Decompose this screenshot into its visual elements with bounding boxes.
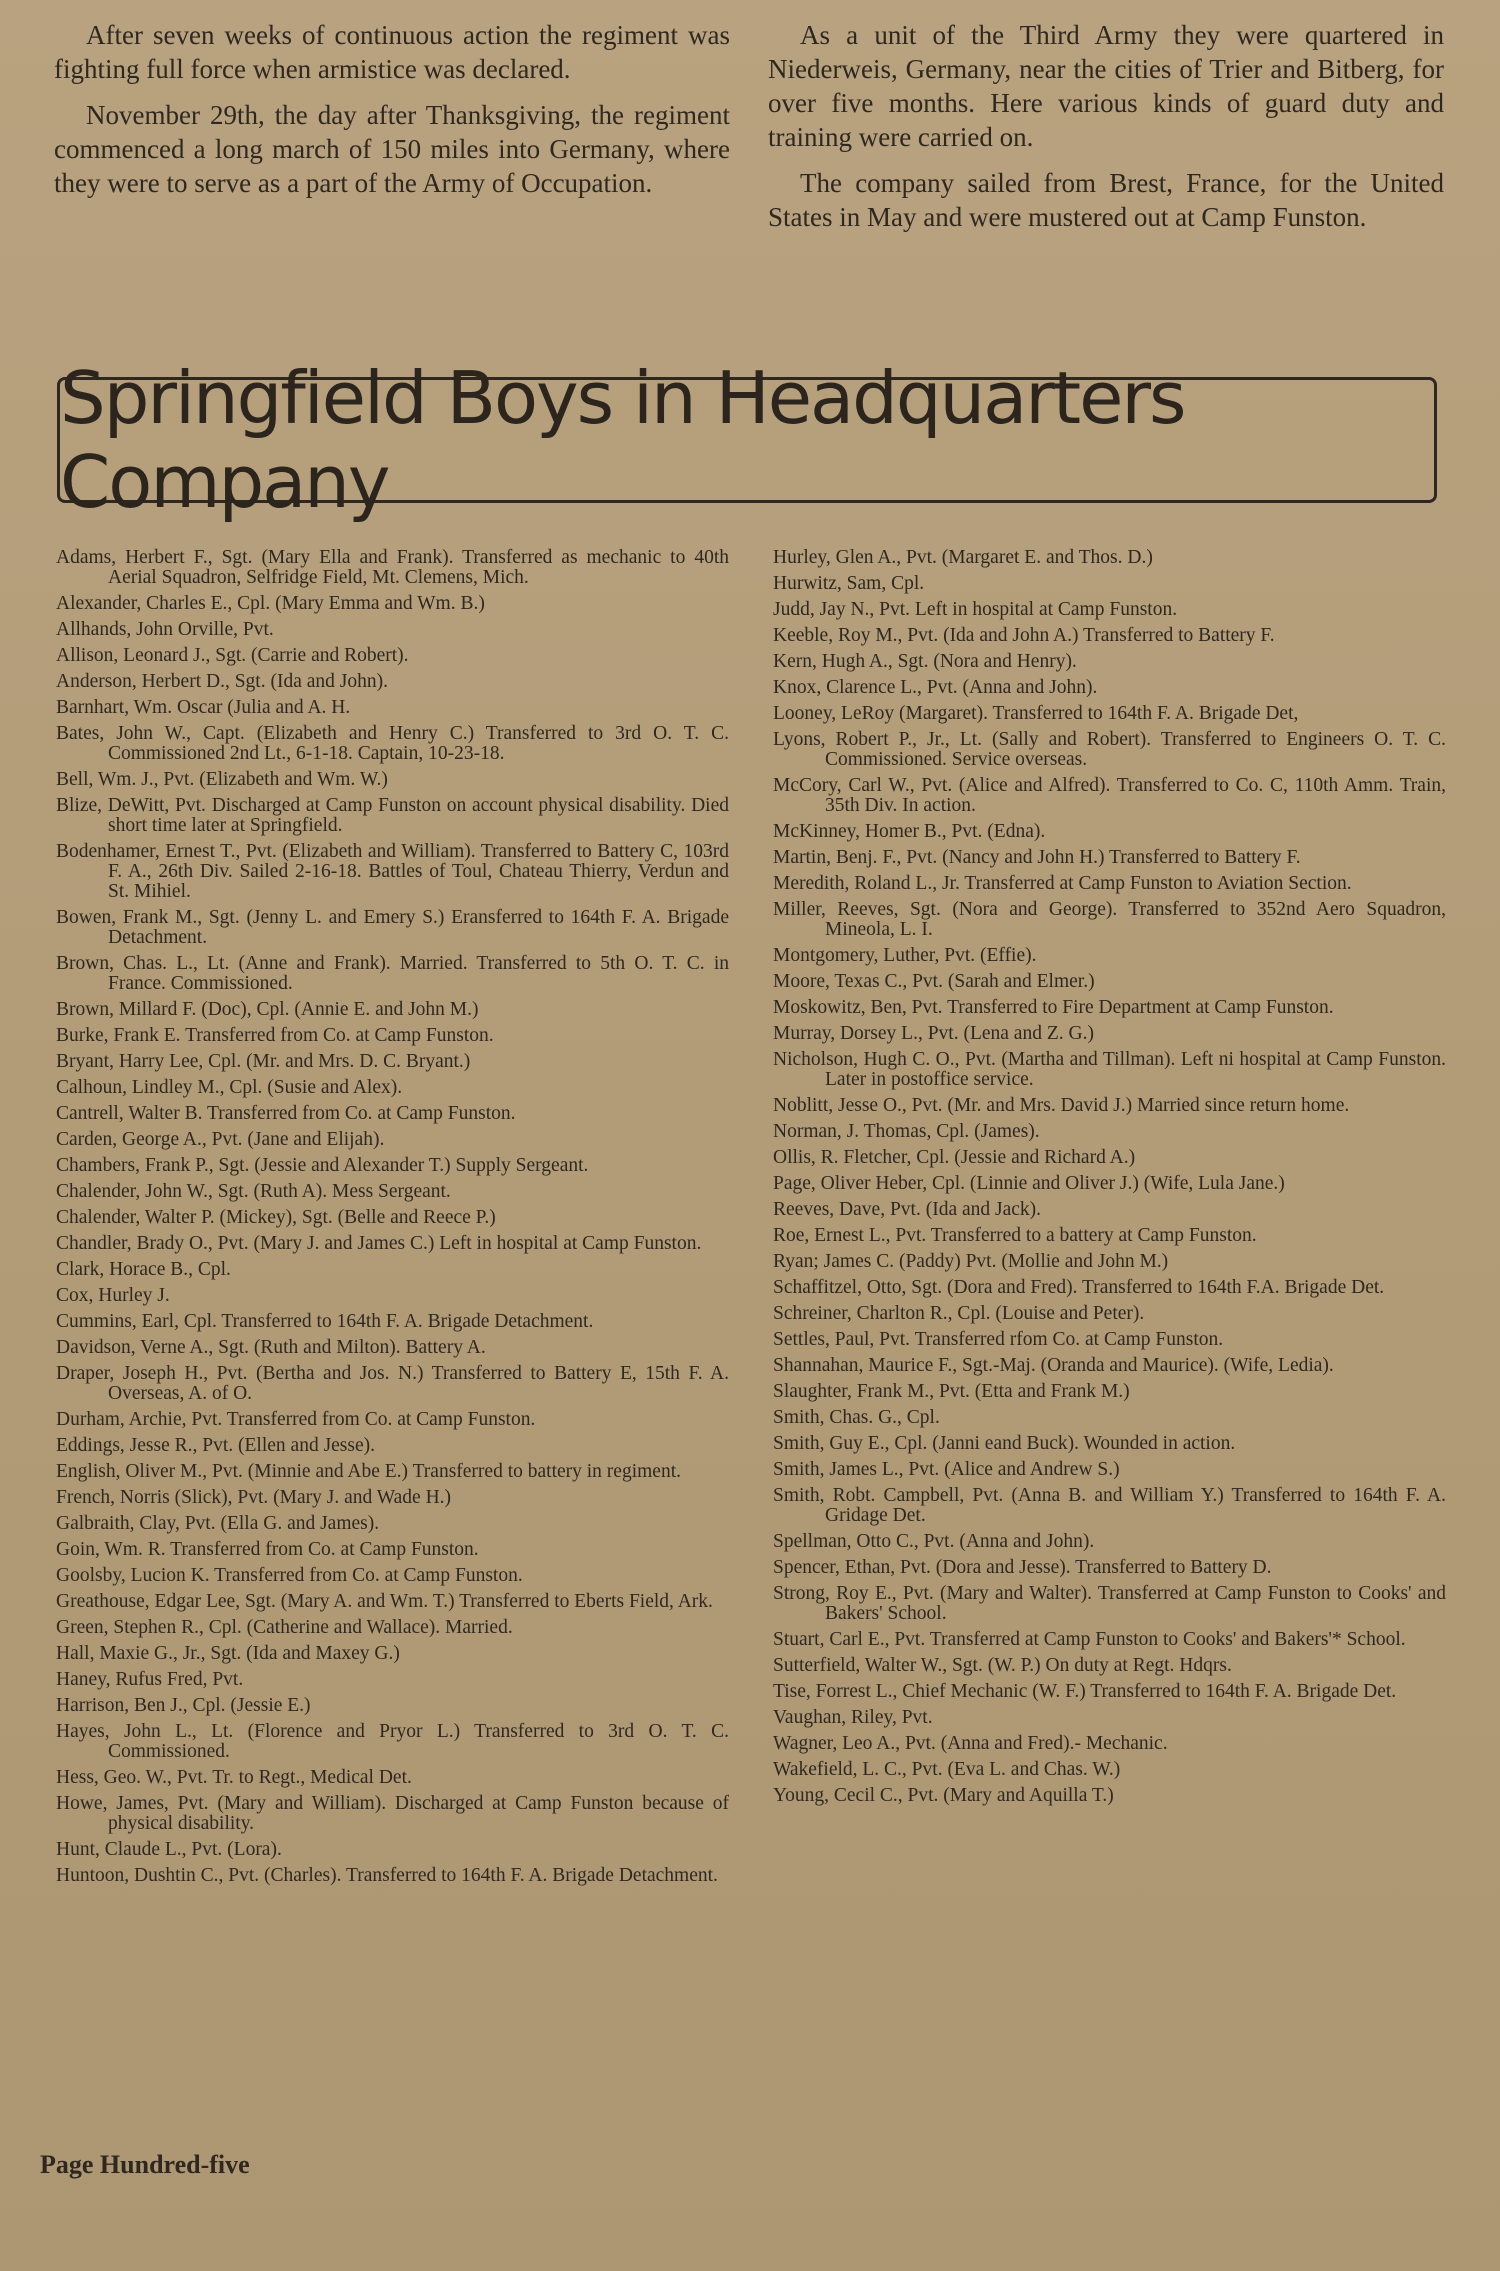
roster [56, 548, 1446, 1892]
roster-entry: Haney, Rufus Fred, Pvt. [56, 1669, 244, 1690]
roster-entry: Green, Stephen R., Cpl. (Catherine and Wallace). Married. [56, 1617, 513, 1638]
roster-entry: Durham, Archie, Pvt. Transferred from Co. at Camp Funston. [56, 1409, 536, 1430]
roster-entry: Smith, Robt. Campbell, Pvt. (Anna B. and William Y.) Transferred to 164th F. A. Gridage Det. [773, 1485, 1446, 1526]
roster-entry: Chalender, John W., Sgt. (Ruth A). Mess Sergeant. [56, 1181, 451, 1202]
roster-entry: Cantrell, Walter B. Transferred from Co. at Camp Funston. [56, 1103, 516, 1124]
roster-entry: Vaughan, Riley, Pvt. [773, 1707, 933, 1728]
roster-entry: Roe, Ernest L., Pvt. Transferred to a battery at Camp Funston. [773, 1225, 1257, 1246]
roster-entry: Barnhart, Wm. Oscar (Julia and A. H. [56, 697, 351, 718]
roster-entry: Schaffitzel, Otto, Sgt. (Dora and Fred). Transferred to 164th F.A. Brigade Det. [773, 1277, 1385, 1298]
roster-entry: Spencer, Ethan, Pvt. (Dora and Jesse). Transferred to Battery D. [773, 1557, 1272, 1578]
roster-entry: Strong, Roy E., Pvt. (Mary and Walter). Transferred at Camp Funston to Cooks' and Bakers' School. [773, 1583, 1446, 1624]
roster-entry: Smith, Guy E., Cpl. (Janni eand Buck). Wounded in action. [773, 1433, 1236, 1454]
intro-paragraph: The company sailed from Brest, France, for the United States in May and were mustered out at Camp Funston. [768, 168, 1444, 232]
roster-right-column [773, 548, 1446, 1892]
roster-entry: Allison, Leonard J., Sgt. (Carrie and Robert). [56, 645, 409, 666]
roster-entry: Tise, Forrest L., Chief Mechanic (W. F.) Transferred to 164th F. A. Brigade Det. [773, 1681, 1397, 1702]
roster-entry: Alexander, Charles E., Cpl. (Mary Emma and Wm. B.) [56, 593, 485, 614]
roster-entry: Stuart, Carl E., Pvt. Transferred at Camp Funston to Cooks' and Bakers'* School. [773, 1629, 1406, 1650]
roster-entry: Ollis, R. Fletcher, Cpl. (Jessie and Richard A.) [773, 1147, 1136, 1168]
intro-right-column [768, 18, 1444, 246]
roster-entry: Anderson, Herbert D., Sgt. (Ida and John). [56, 671, 388, 692]
intro-paragraph: November 29th, the day after Thanksgiving, the regiment commenced a long march of 150 miles into Germany, where they were to serve as a part of the Army of Occupation. [54, 100, 730, 198]
roster-entry: Meredith, Roland L., Jr. Transferred at Camp Funston to Aviation Section. [773, 873, 1352, 894]
roster-entry: Draper, Joseph H., Pvt. (Bertha and Jos. N.) Transferred to Battery E, 15th F. A. Overseas, A. of O. [56, 1363, 729, 1404]
roster-entry: Keeble, Roy M., Pvt. (Ida and John A.) Transferred to Battery F. [773, 625, 1275, 646]
roster-entry: Kern, Hugh A., Sgt. (Nora and Henry). [773, 651, 1077, 672]
roster-entry: Spellman, Otto C., Pvt. (Anna and John). [773, 1531, 1095, 1552]
roster-entry: Greathouse, Edgar Lee, Sgt. (Mary A. and Wm. T.) Transferred to Eberts Field, Ark. [56, 1591, 713, 1612]
page-number: Page Hundred-five [40, 2150, 250, 2179]
roster-entry: Goin, Wm. R. Transferred from Co. at Camp Funston. [56, 1539, 479, 1560]
roster-entry: Goolsby, Lucion K. Transferred from Co. at Camp Funston. [56, 1565, 523, 1586]
roster-entry: Schreiner, Charlton R., Cpl. (Louise and Peter). [773, 1303, 1145, 1324]
roster-entry: Wakefield, L. C., Pvt. (Eva L. and Chas. W.) [773, 1759, 1121, 1780]
roster-entry: Montgomery, Luther, Pvt. (Effie). [773, 945, 1037, 966]
roster-entry: McCory, Carl W., Pvt. (Alice and Alfred). Transferred to Co. C, 110th Amm. Train, 35th Div. In action. [773, 775, 1446, 816]
roster-entry: French, Norris (Slick), Pvt. (Mary J. and Wade H.) [56, 1487, 452, 1508]
roster-entry: Chambers, Frank P., Sgt. (Jessie and Alexander T.) Supply Sergeant. [56, 1155, 589, 1176]
intro-paragraph: After seven weeks of continuous action the regiment was fighting full force when armistice was declared. [54, 20, 730, 84]
roster-entry: Knox, Clarence L., Pvt. (Anna and John). [773, 677, 1098, 698]
roster-left-column [56, 548, 729, 1892]
roster-entry: Slaughter, Frank M., Pvt. (Etta and Frank M.) [773, 1381, 1130, 1402]
roster-entry: English, Oliver M., Pvt. (Minnie and Abe E.) Transferred to battery in regiment. [56, 1461, 681, 1482]
roster-entry: McKinney, Homer B., Pvt. (Edna). [773, 821, 1046, 842]
intro-paragraph: As a unit of the Third Army they were quartered in Niederweis, Germany, near the cities of Trier and Bitberg, for over five months. Here various kinds of guard duty and training were carried on. [768, 20, 1444, 152]
roster-entry: Wagner, Leo A., Pvt. (Anna and Fred).- Mechanic. [773, 1733, 1168, 1754]
roster-entry: Hall, Maxie G., Jr., Sgt. (Ida and Maxey G.) [56, 1643, 400, 1664]
roster-entry: Eddings, Jesse R., Pvt. (Ellen and Jesse). [56, 1435, 376, 1456]
roster-entry: Blize, DeWitt, Pvt. Discharged at Camp Funston on account physical disability. Died short time later at Springfield. [56, 795, 729, 836]
roster-entry: Noblitt, Jesse O., Pvt. (Mr. and Mrs. David J.) Married since return home. [773, 1095, 1350, 1116]
roster-entry: Page, Oliver Heber, Cpl. (Linnie and Oliver J.) (Wife, Lula Jane.) [773, 1173, 1285, 1194]
roster-entry: Settles, Paul, Pvt. Transferred rfom Co. at Camp Funston. [773, 1329, 1224, 1350]
roster-entry: Reeves, Dave, Pvt. (Ida and Jack). [773, 1199, 1042, 1220]
roster-entry: Calhoun, Lindley M., Cpl. (Susie and Alex). [56, 1077, 403, 1098]
roster-entry: Brown, Millard F. (Doc), Cpl. (Annie E. and John M.) [56, 999, 479, 1020]
roster-entry: Looney, LeRoy (Margaret). Transferred to 164th F. A. Brigade Det, [773, 703, 1299, 724]
roster-entry: Bell, Wm. J., Pvt. (Elizabeth and Wm. W.) [56, 769, 388, 790]
roster-entry: Davidson, Verne A., Sgt. (Ruth and Milton). Battery A. [56, 1337, 486, 1358]
roster-entry: Cummins, Earl, Cpl. Transferred to 164th F. A. Brigade Detachment. [56, 1311, 594, 1332]
roster-entry: Hurley, Glen A., Pvt. (Margaret E. and Thos. D.) [773, 547, 1153, 568]
roster-entry: Moskowitz, Ben, Pvt. Transferred to Fire Department at Camp Funston. [773, 997, 1334, 1018]
roster-entry: Chandler, Brady O., Pvt. (Mary J. and James C.) Left in hospital at Camp Funston. [56, 1233, 702, 1254]
roster-entry: Hunt, Claude L., Pvt. (Lora). [56, 1839, 282, 1860]
roster-entry: Moore, Texas C., Pvt. (Sarah and Elmer.) [773, 971, 1095, 992]
roster-entry: Smith, James L., Pvt. (Alice and Andrew S.) [773, 1459, 1120, 1480]
roster-entry: Bowen, Frank M., Sgt. (Jenny L. and Emery S.) Eransferred to 164th F. A. Brigade Detachment. [56, 907, 729, 948]
roster-entry: Hess, Geo. W., Pvt. Tr. to Regt., Medical Det. [56, 1767, 412, 1788]
roster-entry: Howe, James, Pvt. (Mary and William). Discharged at Camp Funston because of physical disability. [56, 1793, 729, 1834]
intro-left-column [54, 18, 730, 246]
roster-entry: Chalender, Walter P. (Mickey), Sgt. (Belle and Reece P.) [56, 1207, 496, 1228]
section-banner [57, 356, 1437, 524]
roster-entry: Galbraith, Clay, Pvt. (Ella G. and James). [56, 1513, 380, 1534]
roster-entry: Norman, J. Thomas, Cpl. (James). [773, 1121, 1040, 1142]
section-title: Springfield Boys in Headquarters Company [60, 356, 1185, 524]
roster-entry: Bryant, Harry Lee, Cpl. (Mr. and Mrs. D. C. Bryant.) [56, 1051, 471, 1072]
roster-entry: Hurwitz, Sam, Cpl. [773, 573, 925, 594]
roster-entry: Brown, Chas. L., Lt. (Anne and Frank). Married. Transferred to 5th O. T. C. in France. Commissioned. [56, 953, 729, 994]
roster-entry: Allhands, John Orville, Pvt. [56, 619, 274, 640]
roster-entry: Smith, Chas. G., Cpl. [773, 1407, 940, 1428]
roster-entry: Judd, Jay N., Pvt. Left in hospital at Camp Funston. [773, 599, 1178, 620]
roster-entry: Shannahan, Maurice F., Sgt.-Maj. (Oranda and Maurice). (Wife, Ledia). [773, 1355, 1334, 1376]
roster-entry: Bates, John W., Capt. (Elizabeth and Henry C.) Transferred to 3rd O. T. C. Commissioned 2nd Lt., 6-1-18. Captain, 10-23-18. [56, 723, 729, 764]
roster-entry: Burke, Frank E. Transferred from Co. at Camp Funston. [56, 1025, 494, 1046]
roster-entry: Harrison, Ben J., Cpl. (Jessie E.) [56, 1695, 311, 1716]
roster-entry: Miller, Reeves, Sgt. (Nora and George). Transferred to 352nd Aero Squadron, Mineola, L. I. [773, 899, 1446, 940]
roster-entry: Nicholson, Hugh C. O., Pvt. (Martha and Tillman). Left ni hospital at Camp Funston. Later in postoffice service. [773, 1049, 1446, 1090]
roster-entry: Martin, Benj. F., Pvt. (Nancy and John H.) Transferred to Battery F. [773, 847, 1301, 868]
roster-entry: Clark, Horace B., Cpl. [56, 1259, 231, 1280]
roster-entry: Cox, Hurley J. [56, 1285, 170, 1306]
roster-entry: Lyons, Robert P., Jr., Lt. (Sally and Robert). Transferred to Engineers O. T. C. Commissioned. Service overseas. [773, 729, 1446, 770]
roster-entry: Murray, Dorsey L., Pvt. (Lena and Z. G.) [773, 1023, 1094, 1044]
roster-entry: Ryan; James C. (Paddy) Pvt. (Mollie and John M.) [773, 1251, 1169, 1272]
roster-entry: Young, Cecil C., Pvt. (Mary and Aquilla T.) [773, 1785, 1114, 1806]
intro-section [54, 18, 1444, 246]
roster-entry: Adams, Herbert F., Sgt. (Mary Ella and Frank). Transferred as mechanic to 40th Aerial Squadron, Selfridge Field, Mt. Clemens, Mich. [56, 547, 729, 588]
roster-entry: Carden, George A., Pvt. (Jane and Elijah). [56, 1129, 385, 1150]
roster-entry: Bodenhamer, Ernest T., Pvt. (Elizabeth and William). Transferred to Battery C, 103rd F. A., 26th Div. Sailed 2-16-18. Battles of Toul, Chateau Thierry, Verdun and St. Mihiel. [56, 841, 729, 902]
roster-entry: Sutterfield, Walter W., Sgt. (W. P.) On duty at Regt. Hdqrs. [773, 1655, 1232, 1676]
roster-entry: Huntoon, Dushtin C., Pvt. (Charles). Transferred to 164th F. A. Brigade Detachment. [56, 1865, 718, 1886]
roster-entry: Hayes, John L., Lt. (Florence and Pryor L.) Transferred to 3rd O. T. C. Commissioned. [56, 1721, 729, 1762]
